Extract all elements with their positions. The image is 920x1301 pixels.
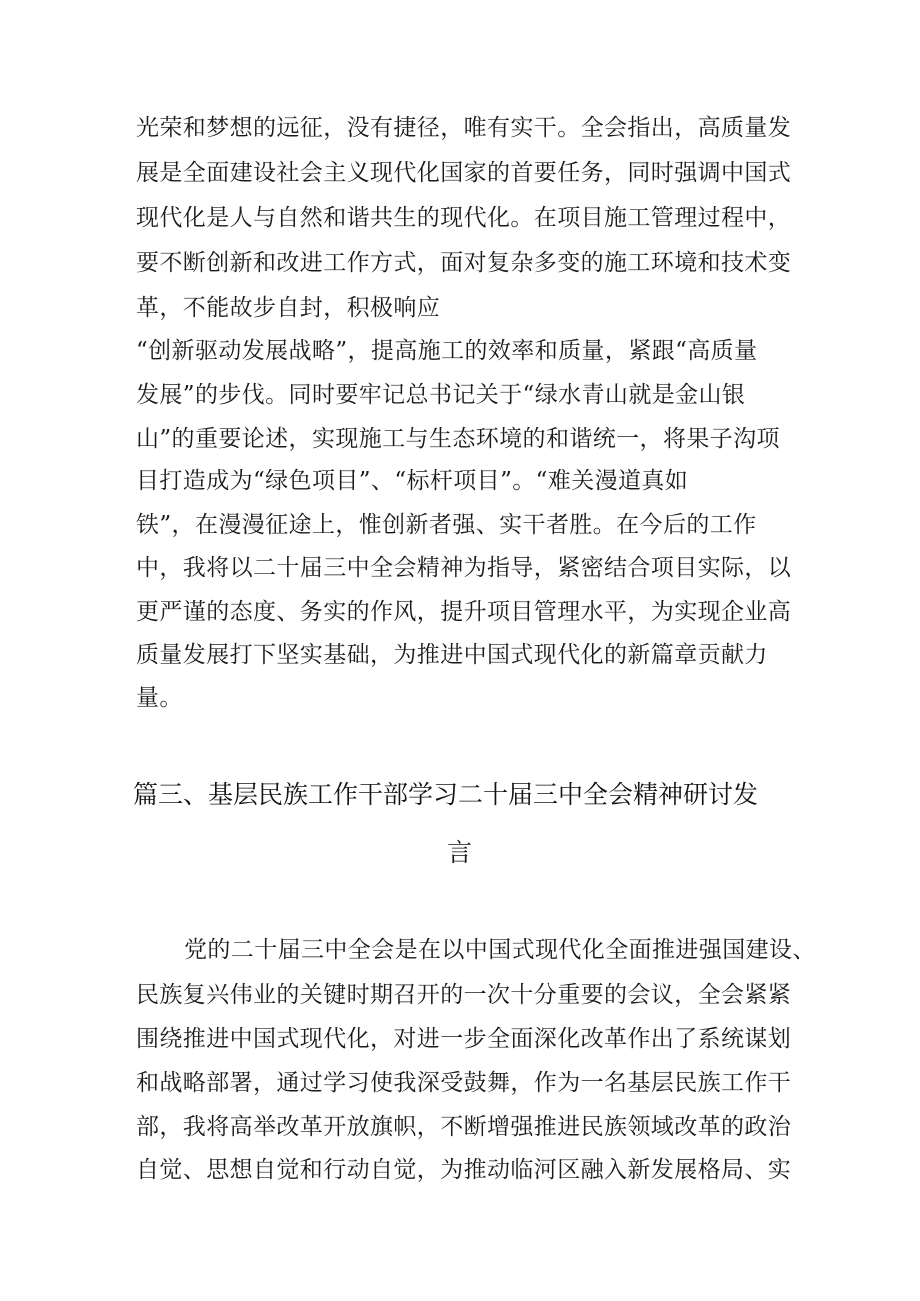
section-title-continued: 言 (447, 838, 473, 867)
paragraph-line: 革，不能故步自封，积极响应 (136, 295, 441, 321)
paragraph-line: 自觉、思想自觉和行动自觉，为推动临河区融入新发展格局、实 (136, 1157, 792, 1183)
section-title: 篇三、基层民族工作干部学习二十届三中全会精神研讨发 (133, 780, 759, 809)
paragraph-line: 光荣和梦想的远征，没有捷径，唯有实干。全会指出，高质量发 (136, 115, 792, 141)
paragraph-line: 目打造成为“绿色项目”、“标杆项目”。“难关漫道真如 (136, 468, 689, 494)
paragraph-line: 中，我将以二十届三中全会精神为指导，紧密结合项目实际，以 (136, 555, 792, 581)
paragraph-line: 和战略部署，通过学习使我深受鼓舞，作为一名基层民族工作干 (136, 1070, 792, 1096)
paragraph-line: 展是全面建设社会主义现代化国家的首要任务，同时强调中国式 (136, 160, 792, 186)
paragraph-line: 党的二十届三中全会是在以中国式现代化全面推进强国建设、 (184, 937, 816, 963)
paragraph-line: 部，我将高举改革开放旗帜，不断增强推进民族领域改革的政治 (136, 1114, 792, 1140)
paragraph-line: “创新驱动发展战略”，提高施工的效率和质量，紧跟“高质量 (136, 338, 758, 364)
paragraph-line: 铁”，在漫漫征途上，惟创新者强、实干者胜。在今后的工作 (136, 512, 757, 538)
paragraph-line: 现代化是人与自然和谐共生的现代化。在项目施工管理过程中， (136, 205, 792, 231)
paragraph-line: 发展”的步伐。同时要牢记总书记关于“绿水青山就是金山银 (136, 382, 746, 408)
paragraph-line: 更严谨的态度、务实的作风，提升项目管理水平，为实现企业高 (136, 599, 792, 625)
paragraph-line: 量。 (136, 685, 183, 711)
paragraph-line: 要不断创新和改进工作方式，面对复杂多变的施工环境和技术变 (136, 250, 792, 276)
paragraph-line: 围绕推进中国式现代化，对进一步全面深化改革作出了系统谋划 (136, 1026, 792, 1052)
paragraph-line: 山”的重要论述，实现施工与生态环境的和谐统一，将果子沟项 (136, 426, 780, 452)
paragraph-line: 民族复兴伟业的关键时期召开的一次十分重要的会议，全会紧紧 (136, 982, 792, 1008)
paragraph-line: 质量发展打下坚实基础，为推进中国式现代化的新篇章贡献力 (136, 642, 768, 668)
